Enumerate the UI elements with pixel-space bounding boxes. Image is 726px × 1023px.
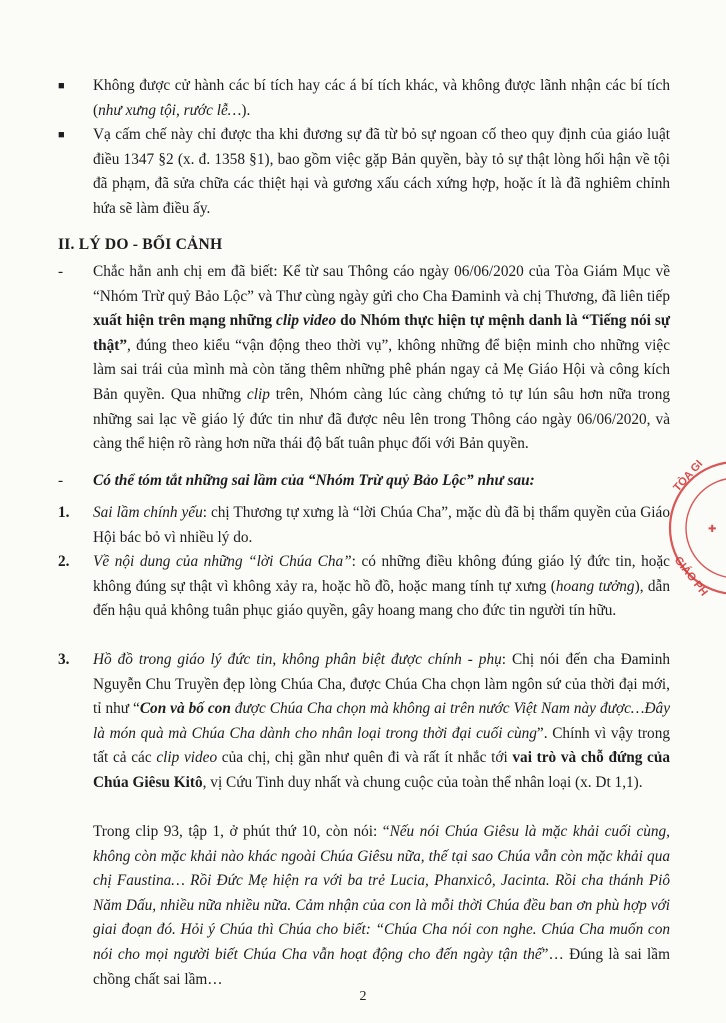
bullet-text: Không được cử hành các bí tích hay các á bí tích khác, và không được lãnh nhận các bí tích ( — [93, 77, 670, 119]
item-number: 1. — [58, 504, 70, 521]
numbered-item: 3. Hồ đồ trong giáo lý đức tin, không phân biệt được chính - phụ: Chị nói đến cha Đaminh Nguyễn Chu Truyền đẹp lòng Chúa Cha, được Chúa Cha chọn làm ngôn sứ của thời đại mới, tỉ như “Con và bố con được Chúa Cha chọn mà không ai trên nước Việt Nam này được…Đây là món quà mà Chúa Cha dành cho nhân loại trong thời đại cuối cùng”. Chính vì vậy trong tất cả các clip video của chị, chị gần như quên đi và rất ít nhắc tới vai trò và chỗ đứng của Chúa Giêsu Kitô, vị Cứu Tinh duy nhất và chung cuộc của toàn thể nhân loại (x. Dt 1,1). — [58, 648, 670, 796]
section-heading: II. LÝ DO - BỐI CẢNH — [58, 236, 223, 253]
page-number: 2 — [359, 989, 367, 1004]
summary-heading: - Có thể tóm tắt những sai lầm của “Nhóm Trừ quỷ Bảo Lộc” như sau: — [58, 469, 670, 494]
dash-marker: - — [58, 472, 64, 489]
dash-marker: - — [58, 263, 64, 280]
item-number: 3. — [58, 651, 70, 668]
bullet-italic: như xưng tội, rước lễ… — [98, 101, 242, 119]
seal-stamp — [664, 448, 726, 608]
clip-paragraph: Trong clip 93, tập 1, ở phút thứ 10, còn nói: “Nếu nói Chúa Giêsu là mặc khải cuối cùng, không còn mặc khải nào khác ngoài Chúa Giêsu nữa, thế tại sao Chúa vẫn còn mặc khải qua chị Faustina… Rồi Đức Mẹ hiện ra với ba trẻ Lucia, Phanxicô, Jacinta. Rồi cha thánh Piô Năm Dấu, nhiều nữa nhiều nữa. Cảm nhận của con là mỗi thời Chúa đều ban ơn phù hợp với giai đoạn đó. Hỏi ý Chúa thì Chúa cho biết: “Chúa Cha nói con nghe. Chúa Cha muốn con nói cho mọi người biết Chúa Cha vẫn hoạt động cho đến ngày tận thế”… Đúng là sai lầm chồng chất sai lầm… — [93, 823, 670, 988]
svg-text:TÒA GI: TÒA GI — [671, 458, 706, 495]
item-number: 2. — [58, 553, 70, 570]
bullet-item — [58, 123, 670, 221]
numbered-item: 1. Sai lầm chính yếu: chị Thương tự xưng là “lời Chúa Cha”, mặc dù đã bị thẩm quyền của Giáo Hội bác bỏ vì nhiều lý do. — [58, 501, 670, 550]
bullet-square-icon: ■ — [58, 129, 65, 141]
bullet-item: ■ Không được cử hành các bí tích hay các á bí tích khác, và không được lãnh nhận các bí tích (như xưng tội, rước lễ…). — [58, 74, 670, 123]
svg-text:GIÁO PH: GIÁO PH — [671, 554, 710, 599]
intro-paragraph: - Chắc hẳn anh chị em đã biết: Kể từ sau Thông cáo ngày 06/06/2020 của Tòa Giám Mục về “Nhóm Trừ quỷ Bảo Lộc” và Thư cùng ngày gửi cho Cha Đaminh và chị Thương, đã liên tiếp xuất hiện trên mạng những clip video do Nhóm thực hiện tự mệnh danh là “Tiếng nói sự thật”, đúng theo kiểu “vận động theo thời vụ”, không những để biện minh cho những việc làm sai trái của mình mà còn tăng thêm những phê phán ngay cả Mẹ Giáo Hội và công kích Bản quyền. Qua những clip trên, Nhóm càng lúc càng chứng tỏ tự lún sâu hơn nữa trong những sai lạc về giáo lý đức tin như đã được nêu lên trong Thông cáo ngày 06/06/2020, và càng thể hiện rõ ràng hơn nữa thái độ bất tuân phục đối với Bản quyền. — [58, 260, 670, 457]
bullet-text: Vạ cấm chế này chỉ được tha khi đương sự đã từ bỏ sự ngoan cố theo quy định của giáo luật điều 1347 §2 (x. đ. 1358 §1), bao gồm việc gặp Bản quyền, bày tỏ sự thật lòng hối hận về tội đã phạm, đã sửa chữa các thiệt hại và gương xấu cách xứng hợp, hoặc ít là đã nghiêm chỉnh hứa sẽ làm điều ấy. — [93, 126, 670, 217]
svg-text:✚: ✚ — [708, 524, 717, 535]
numbered-item: 2. Về nội dung của những “lời Chúa Cha”: có những điều không đúng giáo lý đức tin, hoặc không đúng sự thật vì không xảy ra, hoặc hồ đồ, hoặc mang tính tự xưng (hoang tưởng), dẫn đến hậu quả không tuân phục giáo quyền, gây hoang mang cho đức tin người tín hữu. — [58, 550, 670, 624]
bullet-square-icon: ■ — [58, 80, 65, 92]
seal-stamp-graphic — [664, 448, 726, 608]
